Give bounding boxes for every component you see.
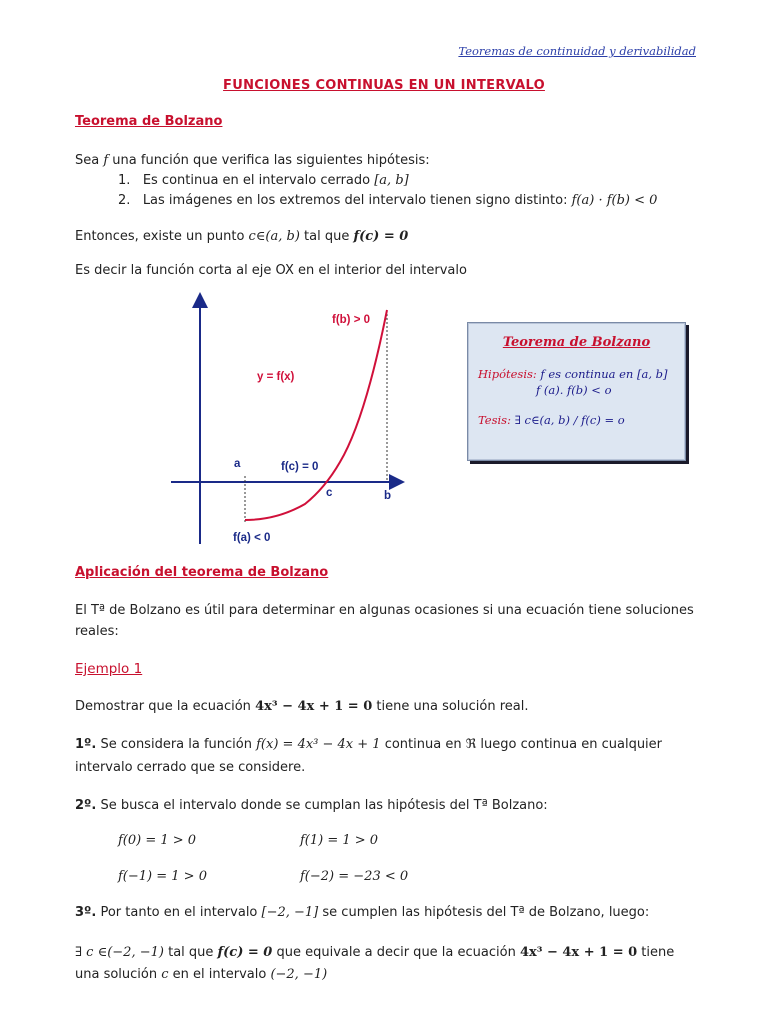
section-title-application: Aplicación del teorema de Bolzano xyxy=(75,565,329,580)
conclusion-math-2: f(c) = 0 xyxy=(217,945,273,960)
label-c: c xyxy=(326,487,333,499)
label-y: y = f(x) xyxy=(257,371,295,383)
step-1 xyxy=(75,736,662,754)
conclusion-line-2 xyxy=(75,966,327,984)
hypothesis-1 xyxy=(118,172,409,190)
label-a: a xyxy=(234,458,241,470)
item-math: [a, b] xyxy=(374,173,409,188)
step-text-b: continua en ℜ luego continua en cualquier xyxy=(380,737,663,752)
meaning-text: Es decir la función corta al eje OX en el interior del intervalo xyxy=(75,263,467,278)
hypothesis-label: Hipótesis: xyxy=(478,367,537,381)
step-3 xyxy=(75,904,649,922)
label-fc: f(c) = 0 xyxy=(281,461,319,473)
application-line-1: El Tª de Bolzano es útil para determinar en algunas ocasiones si una ecuación tiene soluciones xyxy=(75,603,694,618)
theorem-box xyxy=(467,322,686,461)
evaluation-fm1: f(−1) = 1 > 0 xyxy=(118,869,207,884)
step-2 xyxy=(75,797,548,815)
statement-math: 4x³ − 4x + 1 = 0 xyxy=(255,699,373,714)
intro-text-a: Sea xyxy=(75,153,104,168)
conclusion-math-1: ∃ c ∈(−2, −1) xyxy=(75,945,164,960)
conclusion-line2-c: c xyxy=(161,967,169,982)
hypothesis-text: f es continua en [a, b] xyxy=(536,367,668,381)
running-title: Teoremas de continuidad y derivabilidad xyxy=(458,44,696,58)
conclusion-a: tal que xyxy=(163,945,218,960)
evaluation-f0: f(0) = 1 > 0 xyxy=(118,833,197,848)
step-1-line-2: intervalo cerrado que se considere. xyxy=(75,760,306,775)
intro-f: f xyxy=(103,153,109,168)
step-text-b: se cumplen las hipótesis del Tª de Bolzano, luego: xyxy=(318,905,650,920)
thesis-a: Entonces, existe un punto xyxy=(75,229,249,244)
hypothesis-line-1 xyxy=(478,367,667,381)
label-fa: f(a) < 0 xyxy=(233,532,271,544)
conclusion-math-3: 4x³ − 4x + 1 = 0 xyxy=(519,945,638,960)
example-title: Ejemplo 1 xyxy=(75,661,143,677)
item-text: Las imágenes en los extremos del intervalo tienen signo distinto: xyxy=(142,193,572,208)
label-b: b xyxy=(384,490,392,502)
application-line-2: reales: xyxy=(75,624,119,639)
thesis-math-1: c∈(a, b) xyxy=(248,229,300,244)
item-number: 1. xyxy=(118,173,131,188)
step-math: f(x) = 4x³ − 4x + 1 xyxy=(256,737,381,752)
evaluation-f1: f(1) = 1 > 0 xyxy=(300,833,379,848)
conclusion-c: tiene xyxy=(637,945,675,960)
tesis-text: ∃ c∈(a, b) / f(c) = o xyxy=(510,413,625,427)
page-title: FUNCIONES CONTINUAS EN UN INTERVALO xyxy=(223,78,545,93)
label-fb: f(b) > 0 xyxy=(332,314,371,326)
thesis-b: tal que xyxy=(299,229,354,244)
step-text: Se busca el intervalo donde se cumplan las hipótesis del Tª Bolzano: xyxy=(96,798,548,813)
item-number: 2. xyxy=(118,193,131,208)
evaluation-fm2: f(−2) = −23 < 0 xyxy=(300,869,409,884)
intro-text xyxy=(75,152,430,170)
tesis-label: Tesis: xyxy=(478,413,511,427)
item-math: f(a) · f(b) < 0 xyxy=(571,193,658,208)
conclusion-line2-a: una solución xyxy=(75,967,162,982)
thesis-math-2: f(c) = 0 xyxy=(353,229,409,244)
statement-a: Demostrar que la ecuación xyxy=(75,699,256,714)
example-statement xyxy=(75,698,529,716)
conclusion-line-1 xyxy=(75,944,674,962)
step-number: 3º. xyxy=(75,905,97,920)
function-curve xyxy=(245,310,387,520)
hypothesis-line-2: f (a). f(b) < o xyxy=(536,383,612,397)
conclusion-line2-math: (−2, −1) xyxy=(270,967,328,982)
bolzano-graph xyxy=(165,292,405,554)
statement-b: tiene una solución real. xyxy=(372,699,529,714)
step-math: [−2, −1] xyxy=(261,905,319,920)
conclusion-b: que equivale a decir que la ecuación xyxy=(272,945,520,960)
step-number: 2º. xyxy=(75,798,97,813)
hypothesis-2 xyxy=(118,192,657,210)
item-text: Es continua en el intervalo cerrado xyxy=(142,173,375,188)
intro-text-b: una función que verifica las siguientes hipótesis: xyxy=(108,153,430,168)
thesis-text xyxy=(75,228,408,246)
tesis-line xyxy=(478,413,625,427)
step-text-a: Por tanto en el intervalo xyxy=(96,905,262,920)
theorem-box-title: Teorema de Bolzano xyxy=(502,335,651,350)
step-number: 1º. xyxy=(75,737,97,752)
section-title-bolzano: Teorema de Bolzano xyxy=(75,114,223,129)
step-text-a: Se considera la función xyxy=(96,737,257,752)
conclusion-line2-b: en el intervalo xyxy=(168,967,271,982)
